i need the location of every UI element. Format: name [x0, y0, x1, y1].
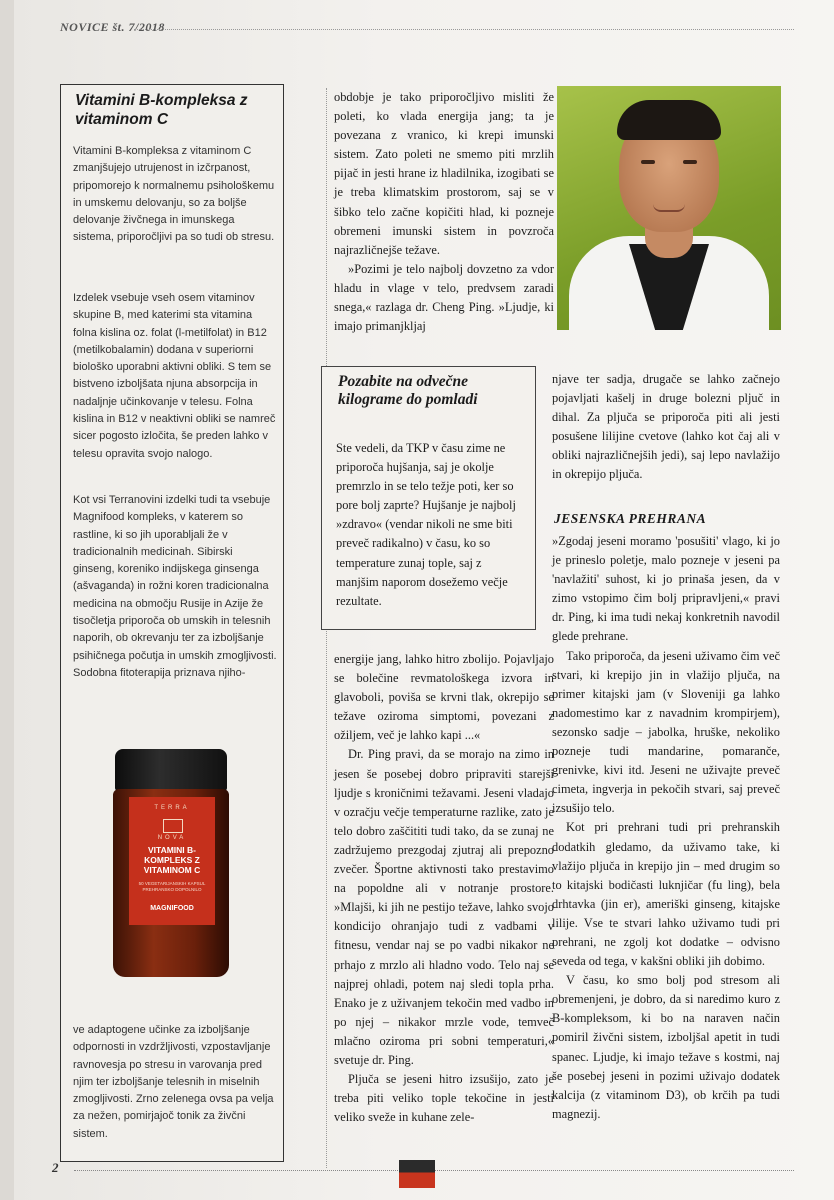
label-frame [163, 819, 183, 833]
article-paragraph: Pljuča se jeseni hitro izsušijo, zato je treba piti veliko tople tekočine in jesti veliko sveže in kuhane zele- [334, 1072, 554, 1125]
label-brand-bottom: NOVA [157, 835, 187, 841]
article-column-a [334, 88, 554, 336]
callout-box [321, 366, 536, 630]
hair [617, 100, 721, 140]
label-product-name: VITAMINI B-KOMPLEKS Z VITAMINOM C [143, 845, 201, 875]
product-bottle-image [115, 749, 227, 977]
doctor-portrait-photo [557, 86, 781, 330]
label-fine-print: 50 VEGETARIJANSKIH KAPSUL PREHRANSKO DOPOLNILO [138, 881, 206, 892]
article-paragraph: Tako priporoča, da jeseni uživamo čim več stvari, ki krepijo jin in vlažijo pljuča, na primer kitajski jam (v Sloveniji ga lahko nadomestimo kar z navadnim krompirjem), sezonsko sadje – jabolka, hruške, nekoliko pozneje tudi mandarine, pomaranče, grenivke, kivi itd. Jeseni ne uživajte preveč cimeta, ingverja in pekočih stvari, saj preveč izsušijo telo. [552, 648, 780, 816]
section-heading: JESENSKA PREHRANA [554, 511, 707, 526]
sidebar-title: Vitamini B-kompleksa z vitaminom C [75, 92, 248, 128]
smile [653, 204, 685, 212]
label-brand-top: TERRA [154, 805, 190, 811]
article-paragraph: njave ter sadja, drugače se lahko začnejo pojavljati kašelj in druge bolezni pljuč in dihal. Za pljuča se priporoča piti ali jesti posušene lilijine cvetove (lahko kot čaj ali v obliki najrazličnejših jedi), saj lepo navlažijo in okrepijo pljuča. [552, 372, 780, 482]
footer-brand-mark [399, 1160, 435, 1188]
bottle-cap [115, 749, 227, 791]
bottle-label [129, 797, 215, 925]
sidebar-paragraph: ve adaptogene učinke za izboljšanje odpornosti in vzdržljivosti, vzpostavljanje ravnovesja po stresu in varovanja pred njim ter izboljšanje telesnih in miselnih zmogljivosti. Zrno zelenega ovsa pa velja za nežen, pomirjajoč tonik za živčni sistem. [73, 1024, 274, 1140]
left-eye [641, 160, 655, 164]
article-column-b [334, 650, 554, 1127]
right-eye [683, 160, 697, 164]
article-column-d [552, 532, 780, 1124]
sidebar-paragraph: Izdelek vsebuje vseh osem vitaminov skupine B, med katerimi sta vitamina folna kislina oz. folat (l-metilfolat) in B12 (metilkobalamin) dodana v superiorni biološko uporabni aktivni obliki. S tem se bistveno izboljšata njuna absorpcija in nadaljnje učinkovanje v telesu. Folna kislina in B12 v neaktivni obliki se namreč sicer pogosto izločita, še preden lahko v telesu opravita svojo nalogo. [73, 292, 276, 460]
article-column-c [552, 370, 780, 485]
article-paragraph: »Zgodaj jeseni moramo 'posušiti' vlago, ki jo je prineslo poletje, malo pozneje v jeseni pa 'navlažiti' suhost, ki jo prinaša jesen, da v zimo vstopimo čim bolj pripravljeni,« pravi dr. Ping, ki ima tudi nekaj konkretnih navodil glede prehrane. [552, 534, 780, 644]
callout-title: Pozabite na odvečne kilograme do pomladi [338, 373, 478, 408]
sidebar-paragraph: Kot vsi Terranovini izdelki tudi ta vsebuje Magnifood kompleks, v katerem so rastline, ki so jih uporabljali že v tradicionalnih medicinah. Sibirski ginseng, koreniko indijskega ginsenga (ašvaganda) in rožni koren tradicionalna medicina na območju Rusije in Azije že tisočletja priporoča ob umskih in telesnih naporih, ob okrevanju ter za izboljšanje psihičnega počutja in umskih zmogljivosti. Sodobna fitoterapija priznava njiho- [73, 494, 277, 679]
sidebar-paragraph: Vitamini B-kompleksa z vitaminom C zmanjšujejo utrujenost in izčrpanost, pripomorejo k normalnemu psihološkemu in umskemu delovanju, so za boljše delovanje živčnega in imunskega sistema, priporočljivi pa so tudi ob stresu. [73, 145, 275, 244]
article-paragraph: obdobje je tako priporočljivo misliti že poleti, ko vlada energija jang; ta je povezana z vranico, ki krepi imunski sistem. Zato poleti ne smemo piti mrzlih pijač in jesti hrane iz hladilnika, izogibati se je treba klimatskim prostorom, saj se v šibko telo začne kopičiti hlad, ki pozneje obremeni imunski sistem in povzroča najrazličnejše težave. [334, 90, 554, 257]
article-paragraph: Dr. Ping pravi, da se morajo na zimo in jesen še posebej dobro pripraviti starejši ljudje s kroničnimi težavami. Jeseni vladajo v ozračju večje temperaturne razlike, zato je telo dobro zaščititi tudi tako, da se zunaj ne zadržujemo prezgodaj zjutraj ali prepozno zvečer. Športne aktivnosti tako prestavimo na popoldne ali v notranje prostore. »Mlajši, ki jih ne pestijo težave, lahko svojo kondicijo ohranjajo tudi z vadbami v fitnesu, vendar naj se po vadbi nikakor ne prhajo z mrzlo ali hladno vodo. Telo naj se najprej ohladi, potem naj sledi topla prha. Enako je z uživanjem tekočin med vadbo in po njej – nikakor mrzle vode, temveč mlačno oziroma pri sobni temperaturi,« svetuje dr. Ping. [334, 747, 554, 1067]
article-paragraph: energije jang, lahko hitro zbolijo. Pojavljajo se bolečine revmatološkega izvora in glavoboli, poviša se krvni tlak, okrepijo se težave oziroma simptomi, povezani z ožiljem, več je lahko kapi ...« [334, 652, 554, 743]
issue-header: NOVICE št. 7/2018 [60, 20, 165, 34]
article-paragraph: Kot pri prehrani tudi pri prehranskih dodatkih gledamo, da uživamo take, ki vlažijo pljuča in krepijo jin – med drugim so to kitajski bodičasti luknjičar (fu ling), bela drhtavka (jin er), ameriški ginseng, kitajske lilije. Vse te stvari lahko uživamo tudi pri prehrani, ne zgolj kot dodatke – odvisno seveda od tega, v kakšni obliki jih dobimo. [552, 820, 780, 969]
label-logo: MAGNIFOOD [150, 905, 194, 912]
sidebar-box [60, 84, 284, 1162]
article-paragraph: V času, ko smo bolj pod stresom ali obremenjeni, je dobro, da si naredimo kuro z B-kompleksom, ki bo na naraven način pomiril živčni sistem, izboljšal apetit in tudi spanec. Ljudje, ki imajo težave s kostmi, naj še posebej jeseni in pozimi uživajo dodatek kalcija (z vitaminom D3), ob krčih pa tudi magnezij. [552, 973, 780, 1121]
callout-text: Ste vedeli, da TKP v času zime ne priporoča hujšanja, saj je okolje premrzlo in se telo težje poti, ker so pore bolj zaprte? Hujšanje je najbolj »zdravo« (vendar nikoli ne sme biti preveč radikalno) v času, ko so temperature zunaj tople, saj z manjšim naporom dosežemo večje rezultate. [336, 441, 516, 608]
page-number: 2 [52, 1160, 59, 1175]
magazine-page [14, 0, 834, 1200]
article-paragraph: »Pozimi je telo najbolj dovzetno za vdor hladu in vlage v telo, predvsem zaradi snega,« razlaga dr. Cheng Ping. »Ljudje, ki imajo primanjkljaj [334, 261, 554, 334]
header-rule [134, 29, 794, 30]
